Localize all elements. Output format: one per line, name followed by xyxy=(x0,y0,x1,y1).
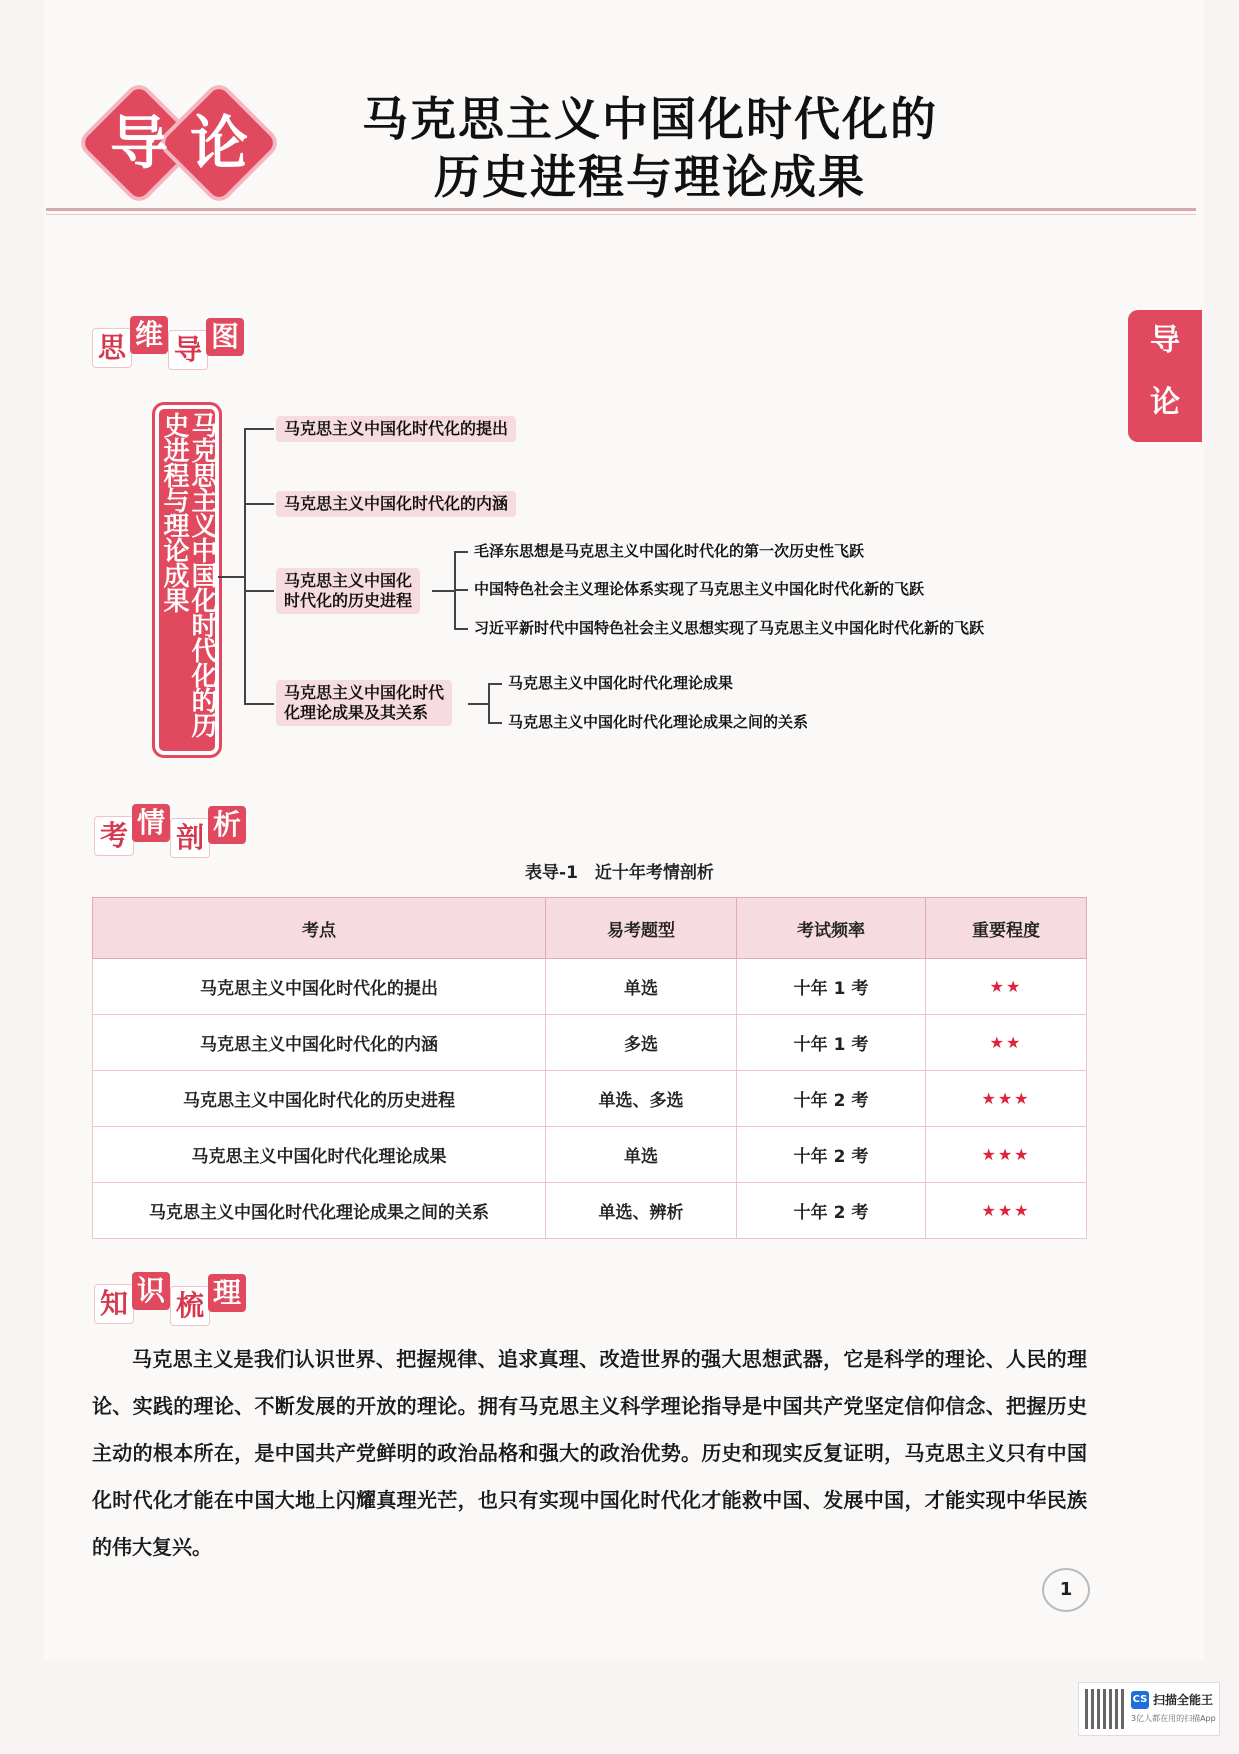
cell-point: 马克思主义中国化时代化理论成果 xyxy=(93,1127,546,1183)
heading-char: 剖 xyxy=(170,818,210,858)
page-title-line-1: 马克思主义中国化时代化的 xyxy=(362,92,938,146)
qr-code-icon xyxy=(1085,1689,1125,1729)
mindmap-connector xyxy=(244,590,274,592)
cell-type: 单选、辨析 xyxy=(546,1183,737,1239)
heading-char: 考 xyxy=(94,816,134,856)
side-tab-char-2: 论 xyxy=(1150,385,1180,420)
mindmap-connector xyxy=(454,589,468,591)
cell-point: 马克思主义中国化时代化的历史进程 xyxy=(93,1071,546,1127)
mindmap-leaf: 马克思主义中国化时代化理论成果 xyxy=(508,674,734,692)
cell-importance-stars: ★★ xyxy=(926,959,1087,1015)
cell-type: 单选、多选 xyxy=(546,1071,737,1127)
page-title xyxy=(300,90,1000,206)
mindmap-node-results xyxy=(276,680,452,726)
table-row xyxy=(93,1071,1087,1127)
mindmap-connector xyxy=(454,551,468,553)
header-type: 易考题型 xyxy=(546,898,737,959)
cell-point: 马克思主义中国化时代化理论成果之间的关系 xyxy=(93,1183,546,1239)
table-row xyxy=(93,959,1087,1015)
chapter-badge xyxy=(86,88,286,198)
scanner-logo-icon: CS xyxy=(1131,1691,1149,1709)
cell-point: 马克思主义中国化时代化的提出 xyxy=(93,959,546,1015)
mindmap-connector xyxy=(488,722,502,724)
cell-type: 单选 xyxy=(546,1127,737,1183)
section-heading-exam xyxy=(94,804,244,858)
mindmap-leaf: 毛泽东思想是马克思主义中国化时代化的第一次历史性飞跃 xyxy=(474,542,865,560)
cell-frequency: 十年 1 考 xyxy=(737,1015,926,1071)
mindmap-node-history-line-2: 时代化的历史进程 xyxy=(284,591,413,610)
mindmap-node-history-line-1: 马克思主义中国化 xyxy=(284,571,413,590)
mindmap-connector xyxy=(432,590,454,592)
side-chapter-tab[interactable] xyxy=(1128,310,1202,442)
badge-char-2: 论 xyxy=(189,109,248,177)
cell-type: 单选 xyxy=(546,959,737,1015)
mindmap-node-results-line-1: 马克思主义中国化时代 xyxy=(284,683,445,702)
mindmap-connector xyxy=(244,428,246,704)
badge-char-1: 导 xyxy=(109,109,168,177)
header-importance: 重要程度 xyxy=(926,898,1087,959)
section-heading-mindmap xyxy=(92,316,242,370)
title-divider xyxy=(46,208,1196,211)
cell-importance-stars: ★★★ xyxy=(926,1071,1087,1127)
heading-char: 知 xyxy=(94,1284,134,1324)
mindmap-node-results-line-2: 化理论成果及其关系 xyxy=(284,703,429,722)
heading-char: 图 xyxy=(206,318,244,356)
mindmap-connector xyxy=(488,683,502,685)
cell-type: 多选 xyxy=(546,1015,737,1071)
mindmap-leaf: 习近平新时代中国特色社会主义思想实现了马克思主义中国化时代化新的飞跃 xyxy=(474,619,985,637)
mindmap-connector xyxy=(488,683,490,723)
mindmap-connector xyxy=(454,628,468,630)
table-caption: 表导-1 近十年考情剖析 xyxy=(525,863,714,883)
cell-importance-stars: ★★★ xyxy=(926,1183,1087,1239)
mindmap-leaf: 中国特色社会主义理论体系实现了马克思主义中国化时代化新的飞跃 xyxy=(474,580,925,598)
scanner-watermark xyxy=(1078,1682,1220,1736)
heading-char: 理 xyxy=(208,1274,246,1312)
cell-importance-stars: ★★★ xyxy=(926,1127,1087,1183)
scanner-app-name: 扫描全能王 xyxy=(1153,1693,1214,1707)
side-tab-char-1: 导 xyxy=(1150,323,1180,358)
heading-char: 识 xyxy=(132,1272,170,1310)
mindmap-connector xyxy=(244,503,274,505)
page-number: 1 xyxy=(1042,1568,1090,1612)
cell-frequency: 十年 2 考 xyxy=(737,1071,926,1127)
intro-paragraph: 马克思主义是我们认识世界、把握规律、追求真理、改造世界的强大思想武器，它是科学的理论、人民的理论、实践的理论、不断发展的开放的理论。拥有马克思主义科学理论指导是中国共产党坚定信仰信念、把握历史主动的根本所在，是中国共产党鲜明的政治品格和强大的政治优势。历史和现实反复证明，马克思主义只有中国化时代化才能在中国大地上闪耀真理光芒，也只有实现中国化时代化才能救中国、发展中国，才能实现中华民族的伟大复兴。 xyxy=(92,1347,1087,1559)
heading-char: 导 xyxy=(168,330,208,370)
mindmap-node-proposal: 马克思主义中国化时代化的提出 xyxy=(276,416,516,442)
header-point: 考点 xyxy=(93,898,546,959)
mindmap-node-connotation: 马克思主义中国化时代化的内涵 xyxy=(276,491,516,517)
title-divider-thin xyxy=(46,214,1196,215)
heading-char: 思 xyxy=(92,328,132,368)
mindmap-leaf: 马克思主义中国化时代化理论成果之间的关系 xyxy=(508,713,809,731)
page-title-line-2: 历史进程与理论成果 xyxy=(434,150,866,204)
table-row xyxy=(93,1015,1087,1071)
heading-char: 析 xyxy=(208,806,246,844)
table-header-row xyxy=(93,898,1087,959)
mindmap-connector xyxy=(468,703,488,705)
header-frequency: 考试频率 xyxy=(737,898,926,959)
mindmap-connector xyxy=(244,703,274,705)
exam-analysis-table xyxy=(92,897,1087,1239)
cell-frequency: 十年 1 考 xyxy=(737,959,926,1015)
table-row xyxy=(93,1127,1087,1183)
table-row xyxy=(93,1183,1087,1239)
mindmap-connector xyxy=(218,576,244,578)
section-heading-knowledge xyxy=(94,1272,244,1326)
heading-char: 梳 xyxy=(170,1286,210,1326)
cell-frequency: 十年 2 考 xyxy=(737,1183,926,1239)
cell-frequency: 十年 2 考 xyxy=(737,1127,926,1183)
mindmap-root-label: 马克思主义中国化时代化的历史进程与理论成果 xyxy=(159,412,217,737)
cell-point: 马克思主义中国化时代化的内涵 xyxy=(93,1015,546,1071)
mindmap-connector xyxy=(244,428,274,430)
cell-importance-stars: ★★ xyxy=(926,1015,1087,1071)
scanner-tagline: 3亿人都在用的扫描App xyxy=(1131,1714,1216,1723)
mindmap-node-history xyxy=(276,568,420,614)
heading-char: 维 xyxy=(130,316,168,354)
heading-char: 情 xyxy=(132,804,170,842)
